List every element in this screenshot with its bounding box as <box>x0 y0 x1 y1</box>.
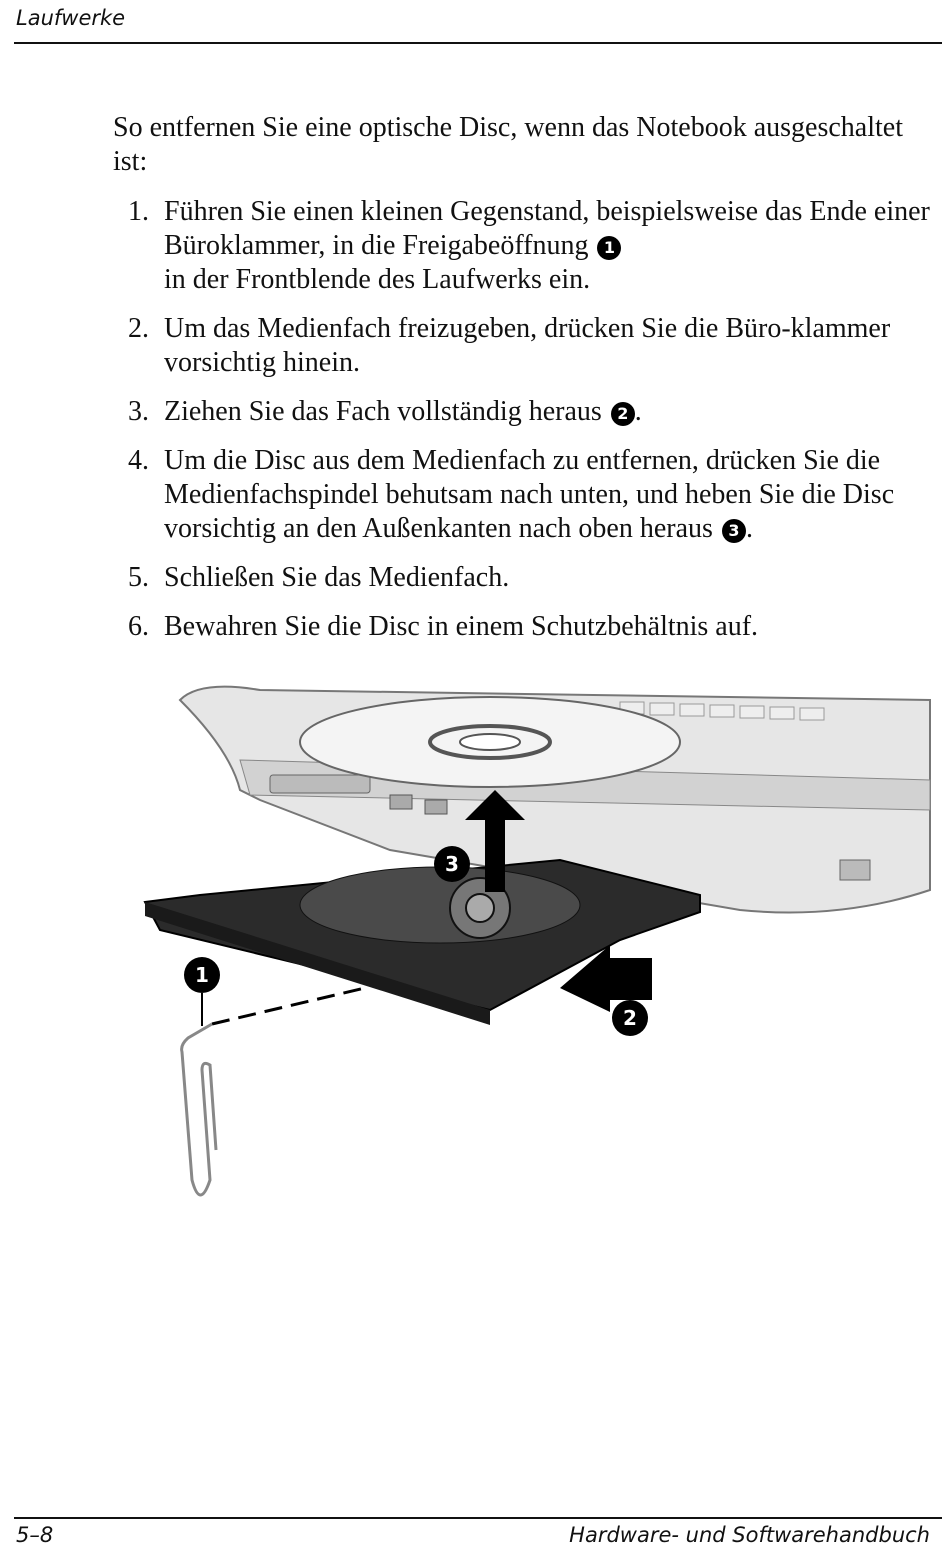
callout-1-icon: 1 <box>597 236 621 260</box>
usb-port <box>390 795 412 809</box>
side-vent <box>840 860 870 880</box>
paperclip-icon <box>182 1024 216 1195</box>
disc-removal-illustration <box>140 680 940 1220</box>
step-text: Bewahren Sie die Disc in einem Schutzbehältnis auf. <box>164 611 759 642</box>
tray-recess <box>300 867 580 943</box>
callout-3-label: 3 <box>445 852 459 876</box>
list-item <box>128 312 943 380</box>
callout-1-label: 1 <box>195 963 209 987</box>
step-number: 2. <box>128 313 149 344</box>
list-item <box>128 561 943 595</box>
usb-port <box>425 800 447 814</box>
callout-2-label: 2 <box>623 1006 637 1030</box>
card-slot <box>270 775 370 793</box>
step-text: Ziehen Sie das Fach vollständig heraus 2 . <box>164 396 642 427</box>
page-number: 5–8 <box>16 1523 54 1547</box>
callout-3-icon: 3 <box>722 519 746 543</box>
step-text: Schließen Sie das Medienfach. <box>164 562 510 593</box>
step-number: 4. <box>128 445 149 476</box>
list-item <box>128 195 943 297</box>
intro-paragraph: So entfernen Sie eine optische Disc, wenn das Notebook ausgeschaltet ist: <box>113 112 904 177</box>
header-rule <box>14 42 942 44</box>
step-number: 6. <box>128 611 149 642</box>
insertion-path <box>212 988 365 1024</box>
step-text: Führen Sie einen kleinen Gegenstand, beispielsweise das Ende einer Büroklammer, in die Freigabeöffnung 1 in der Frontblende des Laufwerks ein. <box>164 196 930 295</box>
book-title: Hardware- und Softwarehandbuch <box>569 1523 930 1547</box>
list-item <box>128 610 943 644</box>
step-number: 3. <box>128 396 149 427</box>
step-text: Um das Medienfach freizugeben, drücken Sie die Büro-klammer vorsichtig hinein. <box>164 313 891 378</box>
running-header: Laufwerke <box>16 6 126 30</box>
step-number: 1. <box>128 196 149 227</box>
step-text: Um die Disc aus dem Medienfach zu entfernen, drücken Sie die Medienfachspindel behutsam nach unten, und heben Sie die Disc vorsichtig an den Außenkanten nach oben heraus 3 . <box>164 445 895 544</box>
steps-list <box>128 195 943 659</box>
step-number: 5. <box>128 562 149 593</box>
footer-rule <box>14 1517 942 1519</box>
list-item <box>128 444 943 546</box>
callout-2-icon: 2 <box>611 402 635 426</box>
list-item <box>128 395 943 429</box>
